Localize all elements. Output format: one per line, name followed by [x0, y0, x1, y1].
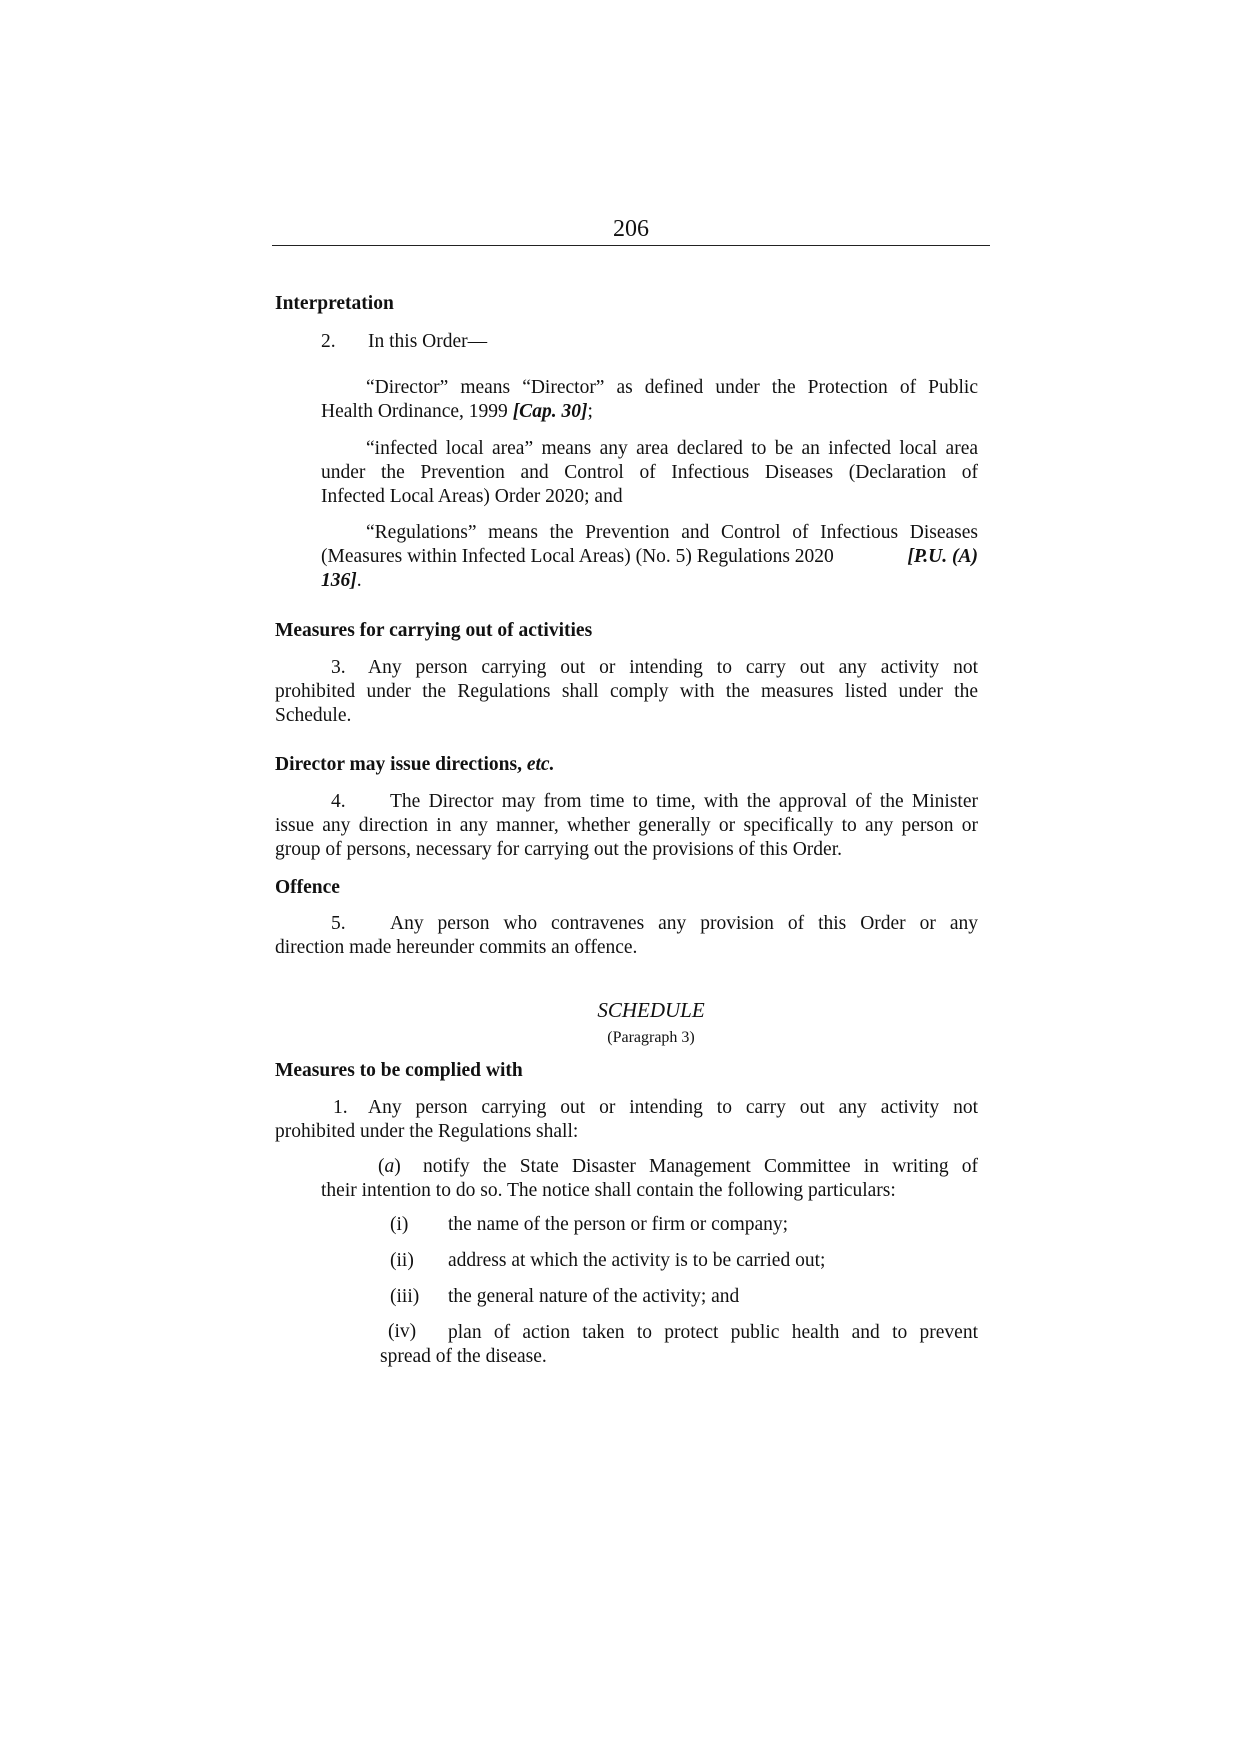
definition-infected-line2: under the Prevention and Control of Infectious Diseases (Declaration of: [321, 462, 978, 483]
header-rule: [272, 245, 990, 246]
particular-label: (iv): [388, 1321, 417, 1342]
particular-text: plan of action taken to protect public health and to prevent: [448, 1322, 978, 1343]
particular-label: (iii): [390, 1286, 420, 1307]
section-number-3: 3.: [331, 657, 346, 678]
section-number-4: 4.: [331, 791, 346, 812]
definition-regulations-line3: 136].: [321, 570, 362, 591]
measures-line2: prohibited under the Regulations shall comply with the measures listed under the: [275, 681, 978, 702]
offence-heading: Offence: [275, 877, 340, 898]
offence-line1: Any person who contravenes any provision of this Order or any: [390, 913, 978, 934]
definition-director-line1: “Director” means “Director” as defined under the Protection of Public: [366, 377, 978, 398]
particular-iv-continuation: spread of the disease.: [380, 1346, 547, 1367]
schedule-item-1-line1: Any person carrying out or intending to carry out any activity not: [368, 1097, 978, 1118]
offence-line2: direction made hereunder commits an offence.: [275, 937, 638, 958]
schedule-measures-heading: Measures to be complied with: [275, 1060, 523, 1081]
definition-infected-line1: “infected local area” means any area declared to be an infected local area: [366, 438, 978, 459]
particular-text: the general nature of the activity; and: [448, 1286, 740, 1307]
interpretation-heading: Interpretation: [275, 293, 394, 314]
page-number: 206: [613, 216, 649, 242]
particular-text: the name of the person or firm or company;: [448, 1214, 789, 1235]
director-directions-line2: issue any direction in any manner, whether generally or specifically to any person or: [275, 815, 978, 836]
section-number-2: 2.: [321, 331, 336, 352]
director-directions-line3: group of persons, necessary for carrying out the provisions of this Order.: [275, 839, 842, 860]
measures-line1: Any person carrying out or intending to carry out any activity not: [368, 657, 978, 678]
schedule-title: SCHEDULE: [597, 998, 705, 1022]
measures-heading: Measures for carrying out of activities: [275, 620, 593, 641]
item-a-line2: their intention to do so. The notice shall contain the following particulars:: [321, 1180, 896, 1201]
item-a-label: (a): [378, 1156, 401, 1177]
definition-director-line2: Health Ordinance, 1999 [Cap. 30];: [321, 401, 593, 422]
particular-label: (i): [390, 1214, 409, 1235]
measures-line3: Schedule.: [275, 705, 352, 726]
particular-label: (ii): [390, 1250, 414, 1271]
interpretation-intro: In this Order—: [368, 331, 488, 352]
schedule-item-number-1: 1.: [333, 1097, 348, 1118]
definition-infected-line3: Infected Local Areas) Order 2020; and: [321, 486, 623, 507]
definition-regulations-line1: “Regulations” means the Prevention and Control of Infectious Diseases: [366, 522, 978, 543]
director-directions-heading: Director may issue directions, etc.: [275, 754, 555, 775]
director-directions-line1: The Director may from time to time, with the approval of the Minister: [390, 791, 978, 812]
schedule-paragraph-ref: (Paragraph 3): [607, 1029, 695, 1046]
section-number-5: 5.: [331, 913, 346, 934]
item-a-line1: notify the State Disaster Management Committee in writing of: [423, 1156, 978, 1177]
particular-text: address at which the activity is to be carried out;: [448, 1250, 826, 1271]
definition-regulations-line2: (Measures within Infected Local Areas) (No. 5) Regulations 2020 [P.U. (A): [321, 546, 978, 567]
schedule-item-1-line2: prohibited under the Regulations shall:: [275, 1121, 579, 1142]
